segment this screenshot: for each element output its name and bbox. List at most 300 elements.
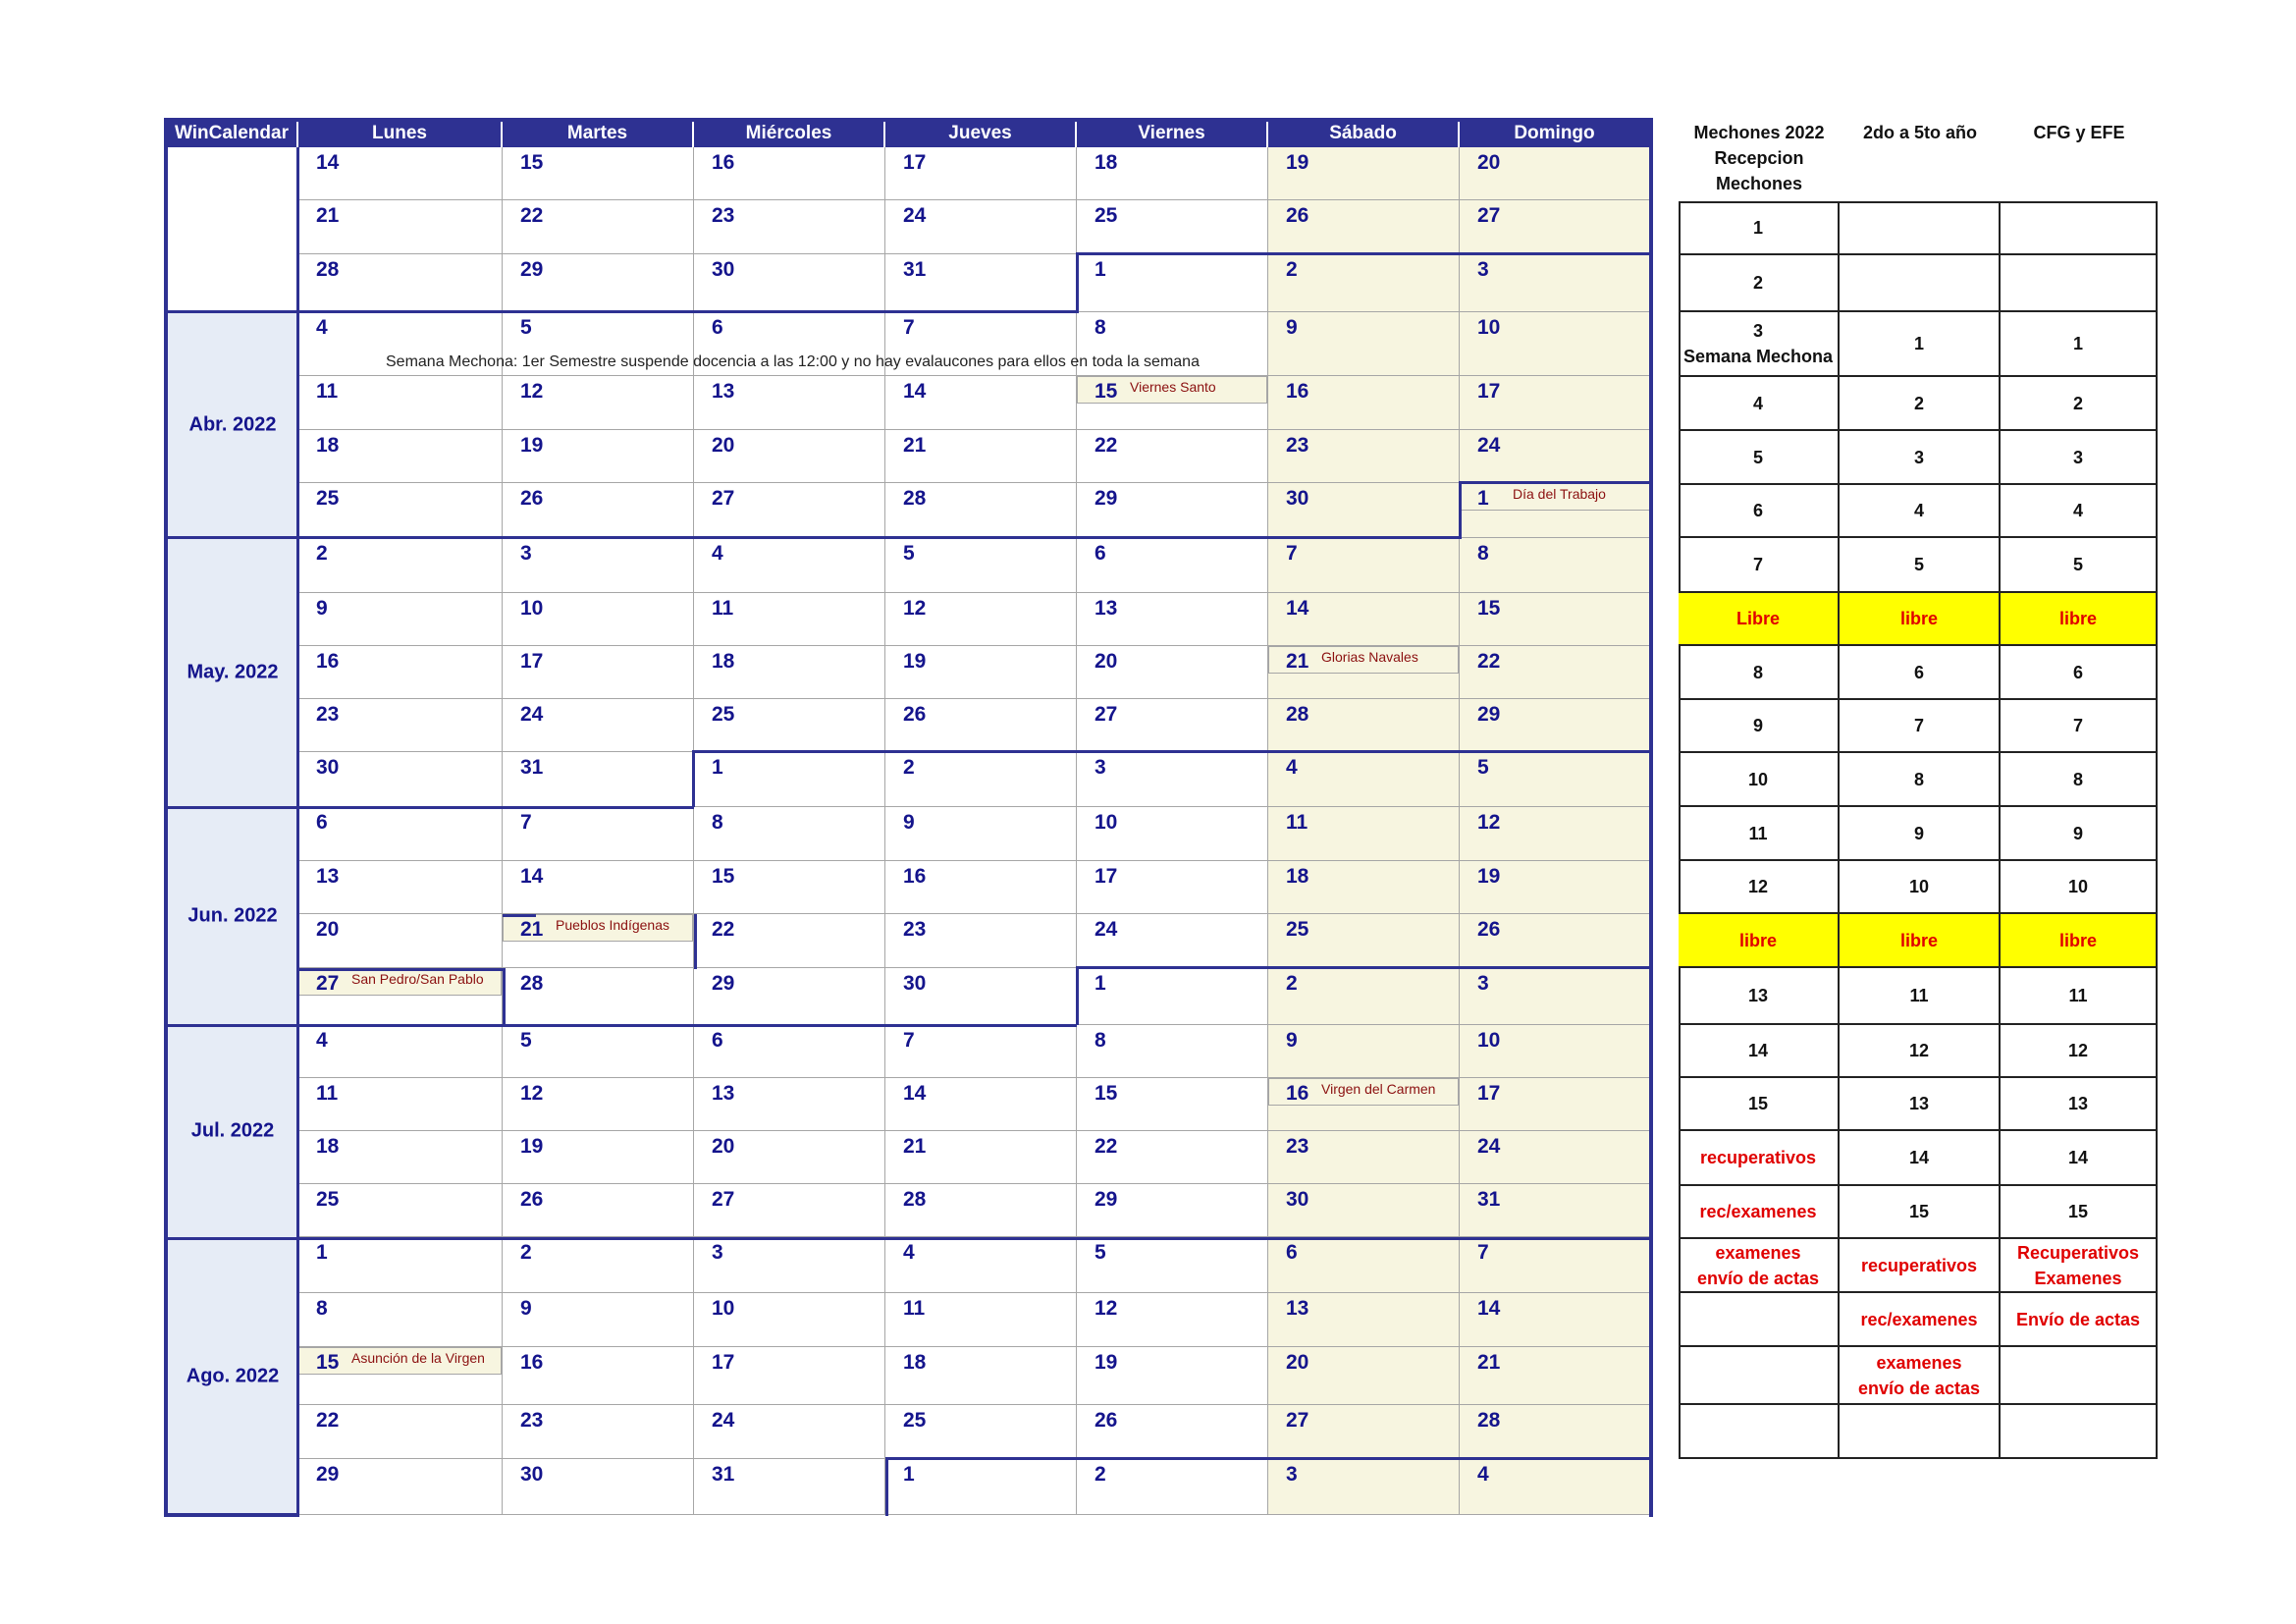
day-cell [1268,807,1460,861]
day-cell [503,593,694,646]
day-number: 6 [712,1029,723,1052]
day-number: 24 [1477,434,1501,457]
day-number: 25 [1286,918,1309,941]
day-cell [1077,1184,1268,1237]
day-cell [298,376,503,430]
day-number: 8 [1095,1029,1106,1052]
schedule-cell: 10 [1840,861,2001,914]
day-cell [1460,914,1651,968]
day-number: 9 [520,1297,532,1320]
day-number: 1 [1477,487,1489,510]
day-number: 31 [903,258,927,281]
day-number: 16 [316,650,340,673]
day-cell [1268,483,1460,538]
day-number: 13 [1095,597,1118,620]
frame-left [164,120,168,1517]
day-number: 26 [1286,204,1309,227]
day-number: 25 [1095,204,1118,227]
day-cell [1460,1184,1651,1237]
day-cell [885,1293,1077,1347]
day-cell [694,1347,885,1405]
day-cell [1077,1237,1268,1293]
day-cell [1268,312,1460,376]
day-number: 4 [1286,756,1298,779]
day-number: 8 [1095,316,1106,339]
day-number: 23 [520,1409,544,1432]
day-cell [694,914,885,968]
day-number: 12 [520,380,544,403]
day-cell [885,1078,1077,1131]
schedule-cell: 13 [1679,968,1840,1025]
day-cell [1268,430,1460,483]
day-cell [298,1078,503,1131]
day-cell [1460,1078,1651,1131]
day-cell [503,1405,694,1459]
boundary [885,1459,888,1516]
day-number: 16 [903,865,927,888]
day-cell [1077,1293,1268,1347]
schedule-cell: 8 [1840,753,2001,807]
day-number: 6 [712,316,723,339]
holiday-name: San Pedro/San Pablo [351,971,484,987]
schedule-cell [1679,1405,1840,1459]
day-cell [1460,254,1651,312]
day-number: 24 [1095,918,1118,941]
day-cell [1077,147,1268,200]
day-number: 3 [1477,258,1489,281]
day-number: 25 [712,703,735,726]
day-number: 8 [712,811,723,834]
day-number: 28 [316,258,340,281]
day-number: 29 [712,972,735,995]
day-cell [1077,483,1268,538]
day-number: 28 [1286,703,1309,726]
day-number: 10 [1095,811,1118,834]
schedule-cell: Envío de actas [2001,1293,2158,1347]
day-cell [1077,376,1268,430]
day-number: 27 [1477,204,1501,227]
day-cell [694,147,885,200]
day-cell [694,430,885,483]
day-number: 25 [316,487,340,510]
day-cell [298,646,503,699]
schedule-cell: 3 [2001,431,2158,485]
day-number: 23 [712,204,735,227]
day-cell [503,1293,694,1347]
boundary [1459,483,1462,538]
day-number: 31 [1477,1188,1501,1211]
schedule-cell: 12 [2001,1025,2158,1078]
day-cell [885,376,1077,430]
schedule-cell: 9 [1679,700,1840,753]
day-cell [298,147,503,200]
day-cell [298,1347,503,1405]
boundary [1459,481,1653,484]
day-cell [503,1025,694,1078]
day-number: 6 [1095,542,1106,565]
schedule-cell: 8 [2001,753,2158,807]
day-cell [1268,752,1460,807]
day-number: 18 [712,650,735,673]
day-cell [503,752,694,807]
day-cell [1077,430,1268,483]
day-number: 17 [1095,865,1118,888]
day-cell [885,968,1077,1025]
day-number: 29 [1095,1188,1118,1211]
day-cell [298,1293,503,1347]
day-cell [503,538,694,593]
day-number: 4 [903,1241,915,1264]
day-number: 22 [1095,434,1118,457]
schedule-cell: 5 [2001,538,2158,593]
day-cell [694,1078,885,1131]
day-number: 17 [712,1351,735,1374]
schedule-header-3: CFG y EFE [2033,123,2125,142]
schedule-cell: 14 [1679,1025,1840,1078]
day-cell [885,699,1077,752]
schedule-cell: 5 [1679,431,1840,485]
month-label: Jun. 2022 [187,904,278,927]
day-number: 3 [712,1241,723,1264]
day-number: 2 [520,1241,532,1264]
day-cell [1460,312,1651,376]
day-cell [503,200,694,254]
schedule-cell: 2 [1679,255,1840,312]
schedule-cell [1840,1405,2001,1459]
schedule-cell: 1 [1840,312,2001,377]
day-cell [1077,1405,1268,1459]
day-number: 18 [316,434,340,457]
day-cell [503,699,694,752]
day-cell [1460,593,1651,646]
day-cell [1460,483,1651,538]
day-cell [1460,807,1651,861]
day-cell [1460,1459,1651,1515]
day-cell [1460,646,1651,699]
day-cell [1268,200,1460,254]
day-number: 14 [903,380,927,403]
day-number: 28 [903,487,927,510]
day-number: 17 [1477,1082,1501,1105]
day-number: 31 [712,1463,735,1486]
day-cell [694,1459,885,1515]
day-number: 16 [520,1351,544,1374]
day-number: 26 [520,1188,544,1211]
schedule-cell: 11 [1679,807,1840,861]
day-number: 11 [316,1082,339,1105]
day-number: 2 [1286,972,1298,995]
schedule-cell: 11 [2001,968,2158,1025]
day-number: 2 [1286,258,1298,281]
day-cell [694,1237,885,1293]
day-number: 12 [520,1082,544,1105]
day-number: 27 [712,1188,735,1211]
schedule-cell: 2 [1840,377,2001,431]
day-cell [1460,1293,1651,1347]
day-number: 30 [903,972,927,995]
day-cell [503,254,694,312]
day-number: 15 [1095,380,1118,403]
day-cell [503,1184,694,1237]
day-number: 17 [520,650,544,673]
day-number: 24 [1477,1135,1501,1158]
schedule-cell [2001,255,2158,312]
day-cell [885,861,1077,914]
day-number: 29 [316,1463,340,1486]
month-label: Ago. 2022 [186,1365,280,1386]
day-number: 18 [903,1351,927,1374]
day-number: 19 [903,650,927,673]
day-cell [1077,1459,1268,1515]
day-cell [503,807,694,861]
schedule-header-1: Mechones 2022 Recepcion Mechones [1693,123,1825,193]
day-cell [1268,1184,1460,1237]
day-cell [1077,861,1268,914]
day-cell [885,593,1077,646]
day-number: 23 [903,918,927,941]
day-cell [503,1237,694,1293]
day-number: 8 [1477,542,1489,565]
day-cell [298,1459,503,1515]
day-number: 8 [316,1297,328,1320]
day-number: 2 [316,542,328,565]
day-cell [885,200,1077,254]
day-number: 7 [1286,542,1298,565]
day-number: 22 [316,1409,340,1432]
day-number: 3 [1286,1463,1298,1486]
day-number: 21 [1477,1351,1501,1374]
frame-right [1649,120,1653,1517]
schedule-cell: examenes envío de actas [1840,1347,2001,1405]
day-number: 26 [1477,918,1501,941]
day-number: 27 [712,487,735,510]
day-number: 12 [1095,1297,1118,1320]
day-cell [1460,699,1651,752]
day-cell [694,1405,885,1459]
day-cell [503,147,694,200]
weekday-header-7: Domingo [1460,120,1651,147]
day-cell [1268,1237,1460,1293]
day-cell [298,483,503,538]
schedule-cell: 3 Semana Mechona [1679,312,1840,377]
day-cell [694,1184,885,1237]
day-number: 18 [316,1135,340,1158]
day-number: 5 [1095,1241,1106,1264]
day-cell [1077,807,1268,861]
holiday-name: Virgen del Carmen [1321,1081,1436,1097]
day-cell [298,538,503,593]
schedule-cell: 14 [1840,1131,2001,1186]
schedule-cell: 8 [1679,646,1840,700]
day-cell [503,646,694,699]
day-number: 1 [1095,258,1106,281]
day-number: 26 [1095,1409,1118,1432]
boundary [164,806,694,809]
day-cell [1460,538,1651,593]
weekday-header-5: Viernes [1077,120,1268,147]
schedule-cell: recuperativos [1679,1131,1840,1186]
day-cell [1268,1347,1460,1405]
day-number: 15 [712,865,735,888]
schedule-cell: libre [1840,593,2001,646]
month-label-cell [167,538,298,807]
day-cell [694,200,885,254]
day-number: 17 [903,151,927,174]
day-cell [298,914,503,968]
schedule-cell: 1 [2001,312,2158,377]
day-number: 6 [1286,1241,1298,1264]
schedule-cell: 12 [1679,861,1840,914]
day-number: 14 [903,1082,927,1105]
month-label-cell [167,1025,298,1237]
day-number: 5 [1477,756,1489,779]
day-number: 27 [316,972,340,995]
day-number: 29 [1095,487,1118,510]
schedule-cell: libre [1679,914,1840,968]
day-number: 15 [1477,597,1501,620]
day-number: 4 [712,542,723,565]
day-number: 28 [903,1188,927,1211]
schedule-cell: 6 [2001,646,2158,700]
boundary [164,1024,1077,1027]
day-number: 12 [1477,811,1501,834]
boundary [692,752,695,807]
day-cell [1077,1347,1268,1405]
day-cell [694,699,885,752]
day-number: 30 [520,1463,544,1486]
day-number: 10 [1477,1029,1501,1052]
day-cell [1077,593,1268,646]
day-cell [694,1025,885,1078]
day-cell [503,1347,694,1405]
day-number: 13 [712,380,735,403]
day-cell [1077,1078,1268,1131]
day-cell [694,646,885,699]
day-number: 22 [1095,1135,1118,1158]
semana-mechona-note: Semana Mechona: 1er Semestre suspende docencia a las 12:00 y no hay evalaucones para ellos en toda la semana [386,353,1200,370]
day-number: 7 [520,811,532,834]
day-number: 5 [903,542,915,565]
day-cell [1460,861,1651,914]
day-cell [1077,538,1268,593]
day-number: 4 [316,316,328,339]
day-cell [885,1025,1077,1078]
day-cell [1077,752,1268,807]
holiday-name: Asunción de la Virgen [351,1350,485,1366]
holiday-name: Pueblos Indígenas [556,917,669,933]
day-number: 19 [520,434,544,457]
weekday-header-3: Miércoles [694,120,885,147]
day-number: 4 [1477,1463,1489,1486]
day-cell [1077,1131,1268,1184]
holiday-name: Glorias Navales [1321,649,1418,665]
day-number: 7 [903,316,915,339]
day-number: 22 [1477,650,1501,673]
day-cell [1460,1131,1651,1184]
day-cell [298,1405,503,1459]
day-cell [1460,968,1651,1025]
day-cell [1077,646,1268,699]
day-cell [1268,699,1460,752]
day-cell [885,538,1077,593]
day-cell [503,968,694,1025]
day-number: 29 [520,258,544,281]
schedule-cell: 13 [2001,1078,2158,1131]
day-cell [885,254,1077,312]
schedule-cell: 1 [1679,201,1840,255]
day-number: 22 [712,918,735,941]
schedule-cell: 4 [2001,485,2158,538]
day-number: 16 [1286,380,1309,403]
day-cell [1460,200,1651,254]
boundary [503,968,506,1025]
day-number: 3 [520,542,532,565]
schedule-cell: 5 [1840,538,2001,593]
schedule-cell [1679,1293,1840,1347]
boundary [503,914,536,917]
day-cell [1077,914,1268,968]
day-cell [885,483,1077,538]
schedule-cell [2001,201,2158,255]
day-cell [298,699,503,752]
month-label-cell [167,807,298,1025]
day-number: 25 [316,1188,340,1211]
day-cell [298,593,503,646]
day-cell [885,430,1077,483]
schedule-cell: Recuperativos Examenes [2001,1239,2158,1293]
day-number: 5 [520,316,532,339]
schedule-cell: recuperativos [1840,1239,2001,1293]
schedule-cell: libre [1840,914,2001,968]
schedule-cell [2001,1347,2158,1405]
day-cell [1268,646,1460,699]
schedule-cell: 4 [1679,377,1840,431]
holiday-name: Día del Trabajo [1513,486,1606,502]
day-cell [298,430,503,483]
boundary [164,1237,1653,1240]
boundary [164,1513,298,1517]
day-cell [694,1293,885,1347]
day-cell [503,430,694,483]
day-number: 24 [903,204,927,227]
boundary [298,968,503,971]
day-cell [694,968,885,1025]
day-number: 13 [1286,1297,1309,1320]
day-number: 9 [903,811,915,834]
day-cell [885,1184,1077,1237]
day-number: 14 [520,865,544,888]
schedule-cell [1840,255,2001,312]
day-number: 16 [1286,1082,1309,1105]
day-cell [1460,1405,1651,1459]
month-label: Jul. 2022 [190,1119,275,1142]
day-cell [885,914,1077,968]
day-number: 27 [1286,1409,1309,1432]
day-number: 22 [520,204,544,227]
day-number: 9 [1286,1029,1298,1052]
day-number: 13 [712,1082,735,1105]
boundary [1076,254,1079,313]
day-number: 26 [903,703,927,726]
boundary [164,536,1462,539]
day-cell [298,807,503,861]
day-cell [1268,1025,1460,1078]
corner-label: WinCalendar [167,120,298,147]
day-number: 23 [1286,1135,1309,1158]
day-number: 12 [903,597,927,620]
day-cell [298,861,503,914]
day-cell [503,1459,694,1515]
